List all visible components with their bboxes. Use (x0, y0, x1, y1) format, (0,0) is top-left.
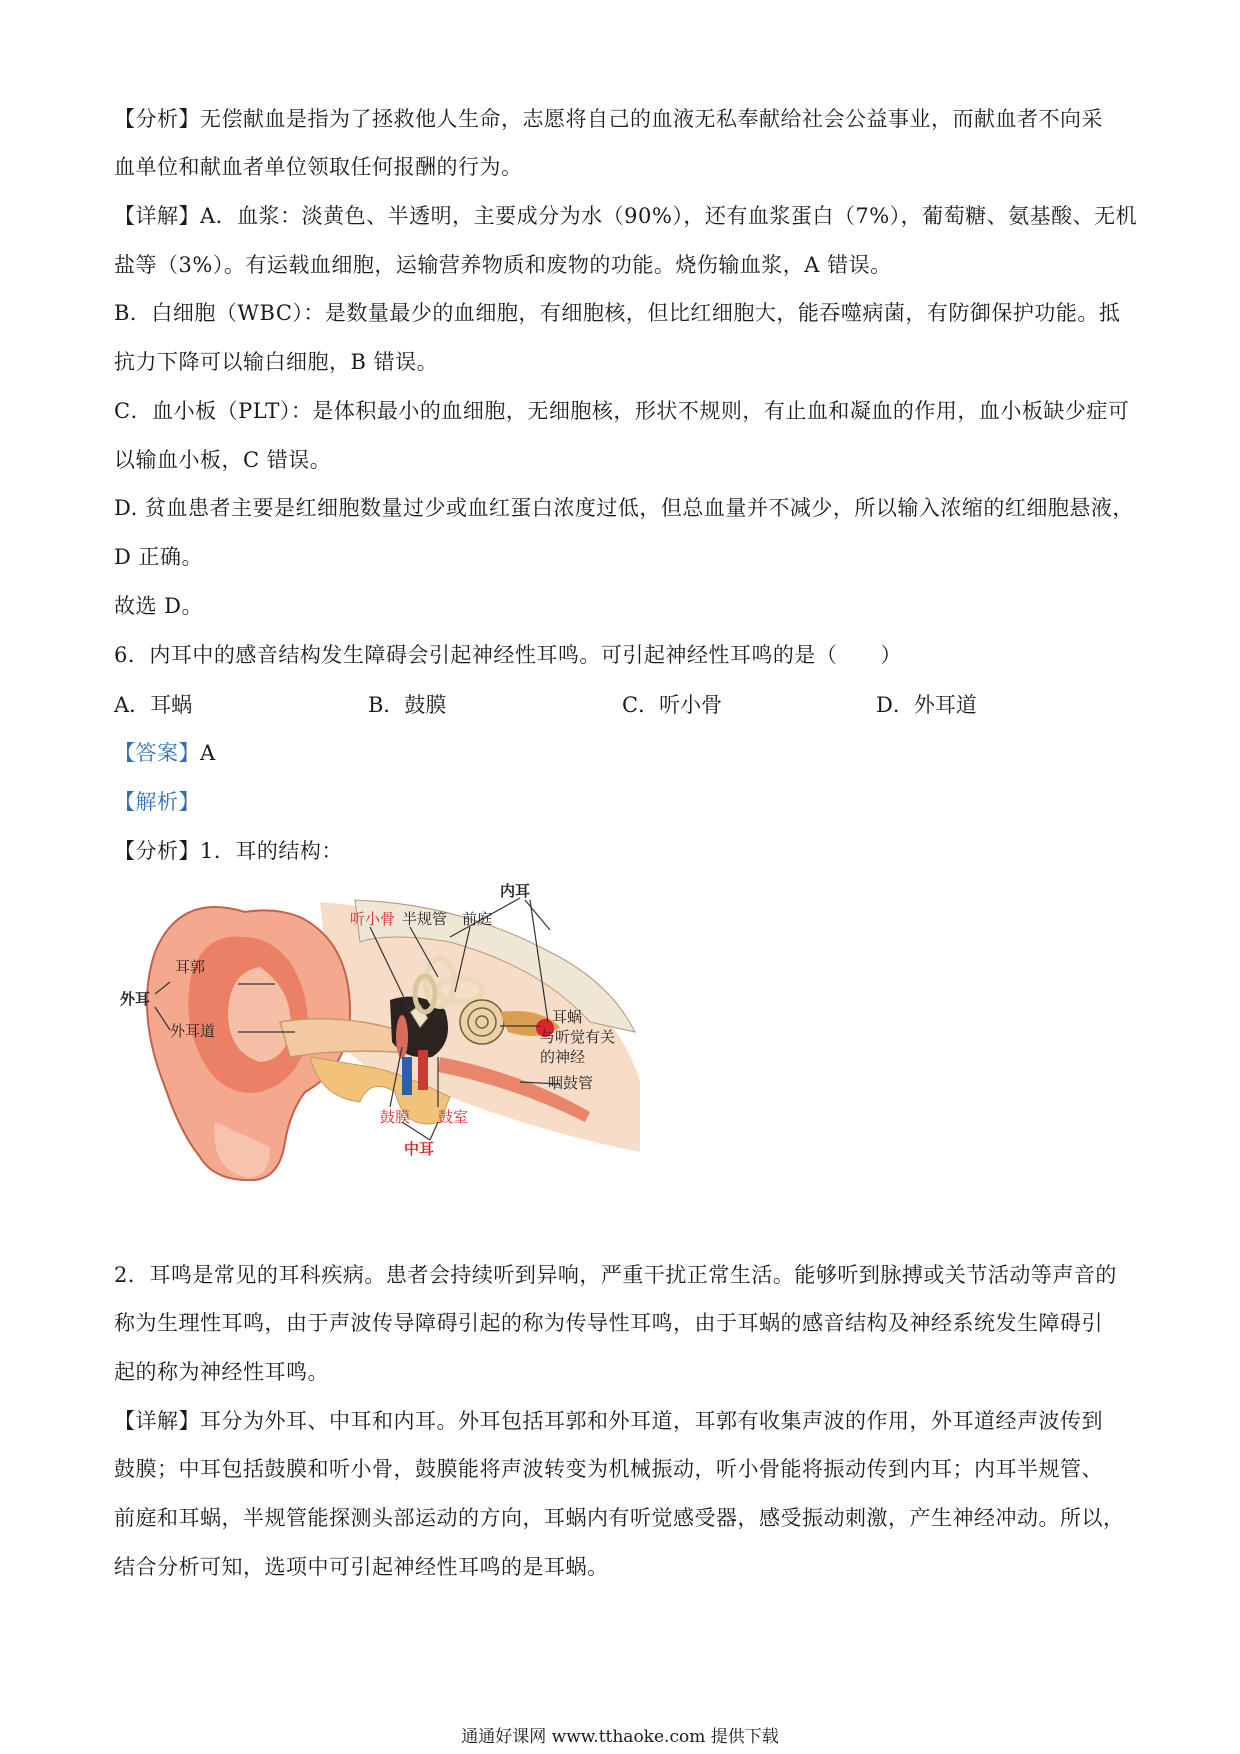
text-line: 前庭和耳蜗，半规管能探测头部运动的方向，耳蜗内有听觉感受器，感受振动刺激，产生神经冲动。所以， (114, 1506, 1125, 1530)
analysis-tag: 【解析】 (114, 790, 200, 814)
text-line: 盐等（3%）。有运载血细胞，运输营养物质和废物的功能。烧伤输血浆，A 错误。 (114, 253, 892, 277)
label-ossicles: 听小骨 (350, 910, 396, 928)
label-inner-ear: 内耳 (500, 882, 531, 900)
text-line: 鼓膜；中耳包括鼓膜和听小骨，鼓膜能将声波转变为机械振动，听小骨能将振动传到内耳；内耳半规管、 (114, 1457, 1103, 1481)
text-line: B．白细胞（WBC）：是数量最少的血细胞，有细胞核，但比红细胞大，能吞噬病菌，有防御保护功能。抵 (114, 301, 1121, 325)
label-cochlea: 耳蜗 (552, 1008, 583, 1026)
artery (418, 1050, 428, 1090)
label-eardrum: 鼓膜 (380, 1108, 411, 1126)
text-line: 抗力下降可以输白细胞，B 错误。 (114, 350, 439, 374)
answer-line (114, 738, 1134, 768)
label-eustachian: 咽鼓管 (548, 1074, 594, 1092)
answer-options (114, 690, 1134, 720)
option-b: B．鼓膜 (368, 693, 447, 717)
label-tympanic: 鼓室 (438, 1108, 469, 1126)
text-line: 【详解】耳分为外耳、中耳和内耳。外耳包括耳郭和外耳道，耳郭有收集声波的作用，外耳道经声波传到 (114, 1409, 1103, 1433)
option-a: A．耳蜗 (114, 693, 193, 717)
label-vestibule: 前庭 (462, 910, 493, 928)
label-auricle: 耳郭 (175, 958, 206, 976)
answer-tag: 【答案】 (114, 741, 200, 765)
question-stem: 6．内耳中的感音结构发生障碍会引起神经性耳鸣。可引起神经性耳鸣的是（ ） (114, 643, 902, 667)
page-footer: 通通好课网 www.tthaoke.com 提供下载 (461, 1727, 779, 1747)
cochlea-shape (460, 1000, 504, 1044)
ear-structure-diagram (120, 882, 700, 1204)
text-line: D 正确。 (114, 545, 204, 569)
text-line: C．血小板（PLT）：是体积最小的血细胞，无细胞核，形状不规则，有止血和凝血的作用，血小板缺少症可 (114, 399, 1130, 423)
text-line: 称为生理性耳鸣，由于声波传导障碍引起的称为传导性耳鸣，由于耳蜗的感音结构及神经系统发生障碍引 (114, 1311, 1103, 1335)
vein (402, 1057, 412, 1095)
label-ear-canal: 外耳道 (170, 1022, 216, 1040)
text-line: 【分析】无偿献血是指为了拯救他人生命，志愿将自己的血液无私奉献给社会公益事业，而献血者不向采 (114, 107, 1103, 131)
label-semicircular: 半规管 (402, 910, 448, 928)
text-line: D. 贫血患者主要是红细胞数量过少或血红蛋白浓度过低，但总血量并不减少，所以输入浓缩的红细胞悬液， (114, 496, 1134, 520)
ear-diagram-svg (120, 882, 700, 1204)
label-nerve-1: 与听觉有关 (540, 1028, 616, 1046)
answer-value: A (200, 741, 216, 765)
text-line: 血单位和献血者单位领取任何报酬的行为。 (114, 155, 523, 179)
text-line: 2．耳鸣是常见的耳科疾病。患者会持续听到异响，严重干扰正常生活。能够听到脉搏或关节活动等声音的 (114, 1263, 1117, 1287)
analysis-intro: 【分析】1．耳的结构： (114, 839, 343, 863)
text-line: 【详解】A．血浆：淡黄色、半透明，主要成分为水（90%），还有血浆蛋白（7%），葡萄糖、氨基酸、无机 (114, 204, 1138, 228)
option-c: C．听小骨 (622, 693, 723, 717)
text-line: 起的称为神经性耳鸣。 (114, 1360, 329, 1384)
text-line: 故选 D。 (114, 594, 204, 618)
text-line: 结合分析可知，选项中可引起神经性耳鸣的是耳蜗。 (114, 1555, 609, 1579)
text-line: 以输血小板，C 错误。 (114, 448, 332, 472)
label-middle-ear: 中耳 (404, 1140, 435, 1158)
option-d: D．外耳道 (876, 693, 977, 717)
label-outer-ear: 外耳 (120, 990, 151, 1008)
eardrum-shape (396, 1015, 408, 1059)
label-nerve-2: 的神经 (540, 1048, 586, 1066)
